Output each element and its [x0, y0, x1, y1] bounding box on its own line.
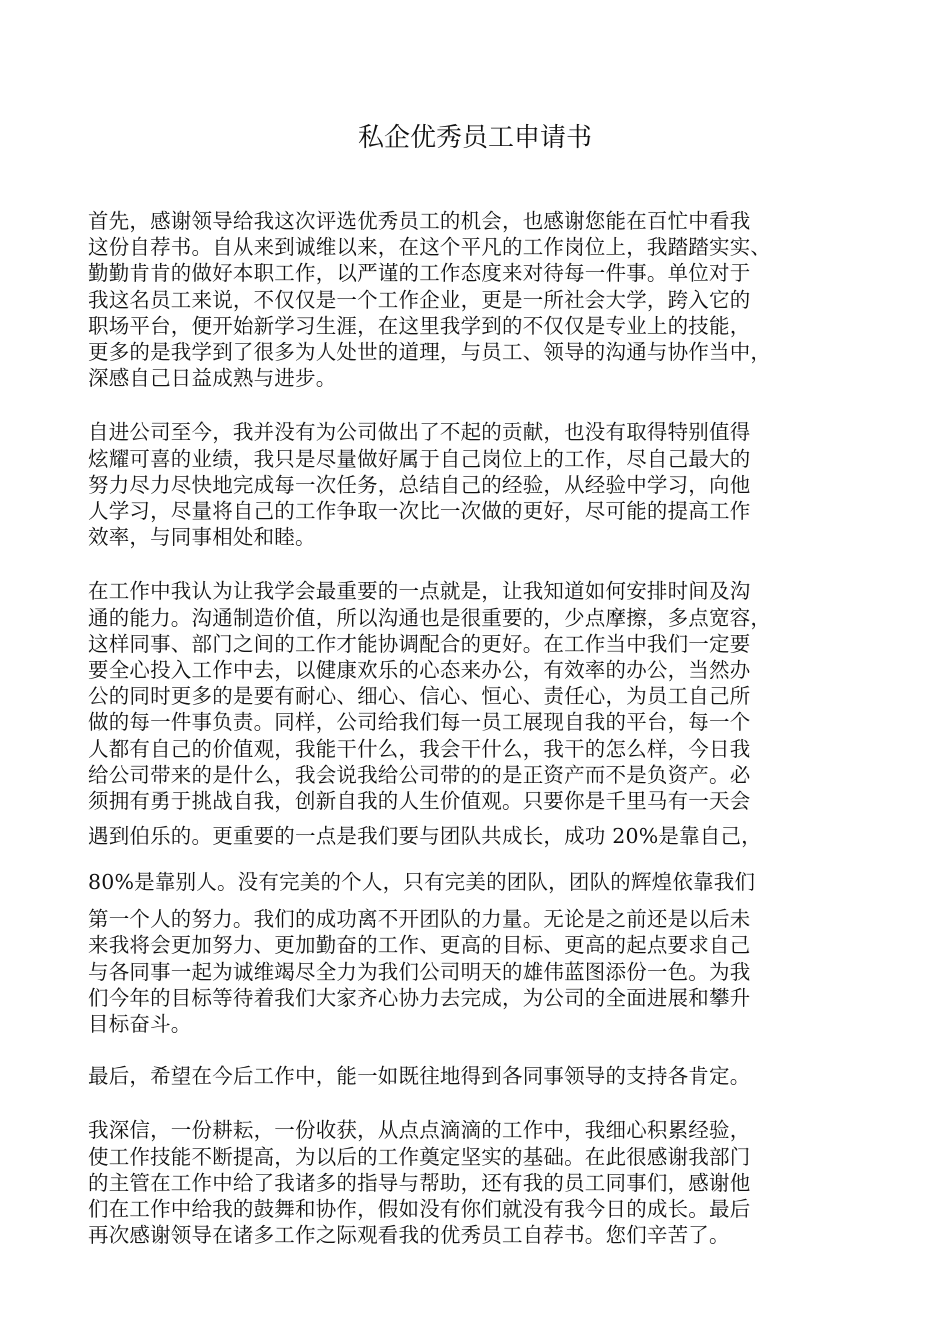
text-line: 这样同事、部门之间的工作才能协调配合的更好。在工作当中我们一定要 [88, 631, 751, 656]
text-line: 与各同事一起为诚维竭尽全力为我们公司明天的雄伟蓝图添份一色。为我 [88, 959, 751, 984]
text-line: 人都有自己的价值观，我能干什么，我会干什么，我干的怎么样，今日我 [88, 736, 751, 761]
paragraph-5 [88, 1117, 864, 1248]
text-line: 炫耀可喜的业绩，我只是尽量做好属于自己岗位上的工作，尽自己最大的 [88, 446, 751, 471]
text-line: 在工作中我认为让我学会最重要的一点就是，让我知道如何安排时间及沟 [88, 579, 751, 604]
text-line: 第一个人的努力。我们的成功离不开团队的力量。无论是之前还是以后未 [88, 907, 751, 932]
text-line: 这份自荐书。自从来到诚维以来，在这个平凡的工作岗位上，我踏踏实实、 [88, 235, 772, 260]
paragraph-2 [88, 419, 864, 550]
text-line: 勤勤肯肯的做好本职工作，以严谨的工作态度来对待每一件事。单位对于 [88, 261, 751, 286]
text-line: 使工作技能不断提高，为以后的工作奠定坚实的基础。在此很感谢我部门 [88, 1144, 751, 1169]
text-line: 们在工作中给我的鼓舞和协作，假如没有你们就没有我今日的成长。最后 [88, 1197, 751, 1222]
text-line: 我深信，一份耕耘，一份收获，从点点滴滴的工作中，我细心积累经验， [88, 1118, 751, 1143]
paragraph-3 [88, 578, 864, 1037]
text-line: 来我将会更加努力、更加勤奋的工作、更高的目标、更高的起点要求自己 [88, 933, 751, 958]
text-line: 通的能力。沟通制造价值，所以沟通也是很重要的，少点摩擦，多点宽容， [88, 605, 772, 630]
text-line: 须拥有勇于挑战自我，创新自我的人生价值观。只要你是千里马有一天会 [88, 789, 751, 814]
text-line: 要全心投入工作中去，以健康欢乐的心态来办公，有效率的办公，当然办 [88, 658, 751, 683]
document-body [88, 208, 864, 1277]
text-line: 自进公司至今，我并没有为公司做出了不起的贡献，也没有取得特别值得 [88, 420, 751, 445]
text-line: 的主管在工作中给了我诸多的指导与帮助，还有我的员工同事们，感谢他 [88, 1170, 751, 1195]
text-line: 给公司带来的是什么，我会说我给公司带的的是正资产而不是负资产。必 [88, 762, 751, 787]
text-line: 再次感谢领导在诸多工作之际观看我的优秀员工自荐书。您们辛苦了。 [88, 1223, 730, 1248]
text-line: 们今年的目标等待着我们大家齐心协力去完成，为公司的全面进展和攀升 [88, 985, 751, 1010]
text-line: 我这名员工来说，不仅仅是一个工作企业，更是一所社会大学，跨入它的 [88, 287, 751, 312]
text-line: 努力尽力尽快地完成每一次任务，总结自己的经验，从经验中学习，向他 [88, 472, 751, 497]
text-line: 效率，与同事相处和睦。 [88, 525, 316, 550]
text-line: 遇到伯乐的。更重要的一点是我们要与团队共成长，成功 20%是靠自己， [88, 824, 762, 849]
text-line: 首先，感谢领导给我这次评选优秀员工的机会，也感谢您能在百忙中看我 [88, 209, 751, 233]
document-title: 私企优秀员工申请书 [357, 123, 592, 153]
text-line: 目标奋斗。 [88, 1012, 192, 1037]
text-line: 公的同时更多的是要有耐心、细心、信心、恒心、责任心，为员工自己所 [88, 684, 751, 709]
text-line: 最后，希望在今后工作中，能一如既往地得到各同事领导的支持各肯定。 [88, 1064, 751, 1089]
text-line: 更多的是我学到了很多为人处世的道理，与员工、领导的沟通与协作当中， [88, 340, 772, 365]
text-line: 职场平台，便开始新学习生涯，在这里我学到的不仅仅是专业上的技能， [88, 313, 751, 338]
text-line: 80%是靠别人。没有完美的个人，只有完美的团队，团队的辉煌依靠我们 [88, 870, 756, 895]
paragraph-4 [88, 1063, 864, 1089]
text-line: 人学习，尽量将自己的工作争取一次比一次做的更好，尽可能的提高工作 [88, 499, 751, 524]
paragraph-1 [88, 208, 864, 391]
text-line: 做的每一件事负责。同样，公司给我们每一员工展现自我的平台，每一个 [88, 710, 751, 735]
text-line: 深感自己日益成熟与进步。 [88, 366, 337, 391]
